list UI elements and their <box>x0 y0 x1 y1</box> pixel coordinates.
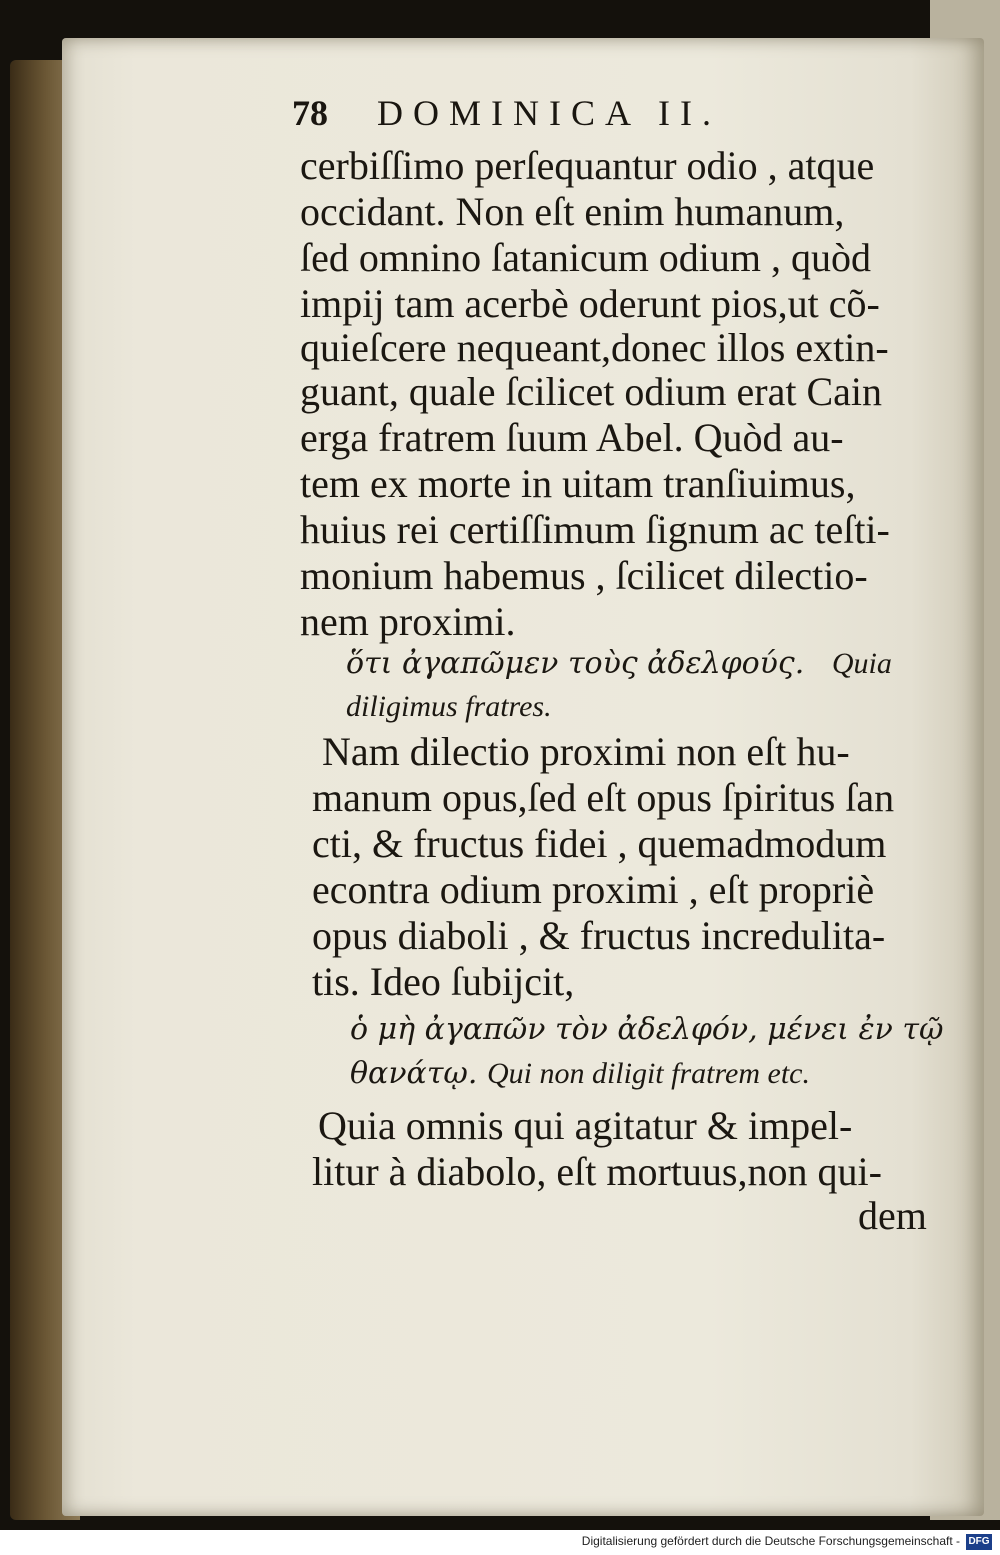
greek-quotation-2-cont <box>350 1056 810 1091</box>
dfg-logo: DFG <box>966 1534 992 1550</box>
text-line: Nam dilectio proximi non eſt hu- <box>322 729 850 774</box>
text-line: cti, & fructus fidei , quemadmodum <box>312 821 887 866</box>
page-number: 78 <box>292 93 328 133</box>
greek-text: ὅτι ἀγαπῶμεν τοὺς ἀδελφούς. <box>346 646 805 681</box>
text-line: quieſcere nequeant,donec illos extin- <box>300 325 889 370</box>
text-line: ſed omnino ſatanicum odium , quòd <box>300 235 872 280</box>
text-line: cerbiſſimo perſequantur odio , atque <box>300 143 875 188</box>
text-line: tis. Ideo ſubijcit, <box>312 959 575 1004</box>
latin-translation-cont: diligimus fratres. <box>346 690 552 723</box>
text-line: econtra odium proximi , eſt propriè <box>312 867 875 912</box>
catchword: dem <box>858 1193 927 1238</box>
greek-text: θανάτῳ. <box>350 1056 478 1091</box>
text-line: tem ex morte in uitam tranſiuimus, <box>300 461 856 506</box>
text-line: occidant. Non eſt enim humanum, <box>300 189 845 234</box>
text-line: huius rei certiſſimum ſignum ac teſti- <box>300 507 890 552</box>
greek-quotation-1 <box>346 646 892 681</box>
text-line: monium habemus , ſcilicet dilectio- <box>300 553 868 598</box>
text-line: guant, quale ſcilicet odium erat Cain <box>300 369 883 414</box>
text-line: litur à diabolo, eſt mortuus,non qui- <box>312 1149 882 1194</box>
footer-credit: Digitalisierung gefördert durch die Deutsche Forschungsgemeinschaft - <box>581 1534 960 1548</box>
text-line: manum opus,ſed eſt opus ſpiritus ſan <box>312 775 895 820</box>
latin-translation: Quia <box>831 647 892 680</box>
text-line: nem proximi. <box>300 599 516 644</box>
greek-quotation-2: ὁ μὴ ἀγαπῶν τὸν ἀδελφόν, μένει ἐν τῷ <box>350 1012 944 1047</box>
text-line: Quia omnis qui agitatur & impel- <box>318 1103 853 1148</box>
running-header <box>292 92 721 134</box>
text-line: impij tam acerbè oderunt pios,ut cõ- <box>300 281 880 326</box>
running-head-title: DOMINICA II. <box>377 93 721 133</box>
latin-translation: Qui non diligit fratrem etc. <box>486 1057 810 1090</box>
text-line: opus diaboli , & fructus incredulita- <box>312 913 886 958</box>
text-line: erga fratrem ſuum Abel. Quòd au- <box>300 415 844 460</box>
digitization-footer <box>0 1530 1000 1555</box>
